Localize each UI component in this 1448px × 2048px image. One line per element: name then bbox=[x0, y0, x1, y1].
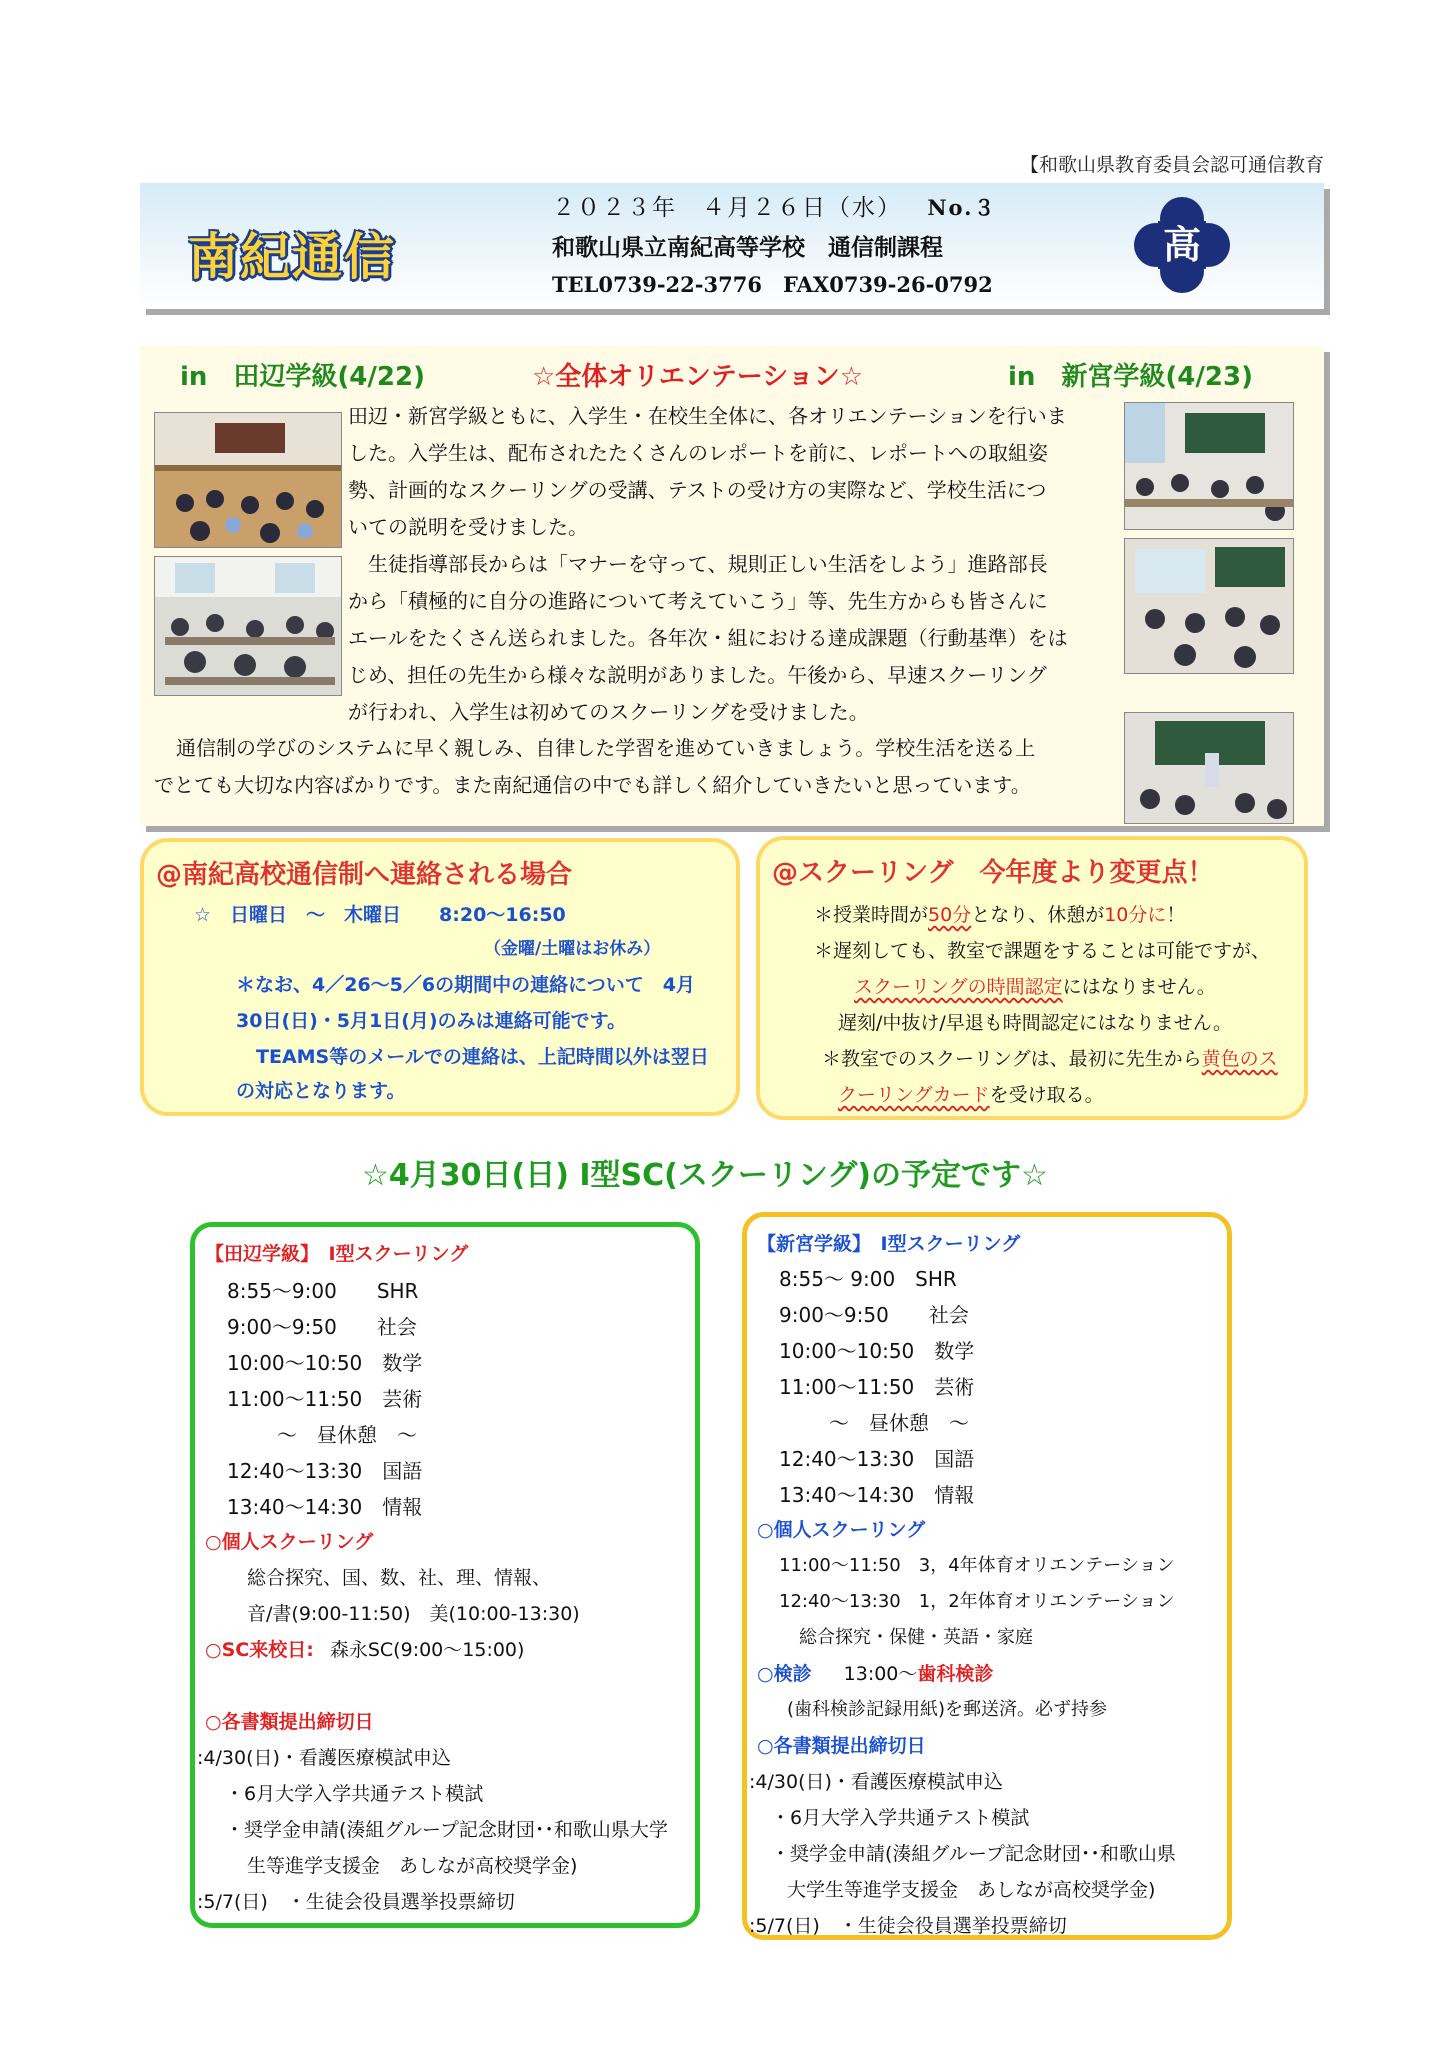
contact-note-2: 30日(日)・5月1日(月)のみは連絡可能です。 bbox=[236, 1010, 627, 1032]
tanabe-heading: in 田辺学級(4/22) bbox=[180, 362, 425, 392]
schedule-row: 11:00～11:50 芸術 bbox=[227, 1387, 423, 1411]
shingu-schedule-box bbox=[742, 1212, 1232, 1940]
change-line-2: ＊遅刻しても、教室で課題をすることは可能ですが、 bbox=[814, 940, 1271, 962]
exam-value: 歯科検診 bbox=[917, 1663, 994, 1685]
deadline-row: :5/7(日) ・生徒会役員選挙投票締切 bbox=[197, 1891, 515, 1913]
text-span: にはなりません。 bbox=[1062, 976, 1216, 998]
orientation-line: エールをたくさん送られました。各年次・組における達成課題（行動基準）をは bbox=[348, 626, 1068, 650]
schedule-row: 10:00～10:50 数学 bbox=[779, 1339, 975, 1363]
tanabe-deadline-title: ○各書類提出締切日 bbox=[205, 1711, 374, 1733]
highlight-card: クーリングカード bbox=[838, 1084, 990, 1106]
contact-hours: ☆ 日曜日 ～ 木曜日 8:20～16:50 bbox=[194, 904, 566, 926]
schedule-row: 9:00～9:50 社会 bbox=[227, 1315, 417, 1339]
deadline-row: :5/7(日) ・生徒会役員選挙投票締切 bbox=[749, 1915, 1067, 1937]
schedule-row: 10:00～10:50 数学 bbox=[227, 1351, 423, 1375]
photo-tanabe-classroom bbox=[154, 556, 342, 696]
deadline-row: 大学生等進学支援金 あしなが高校奨学金) bbox=[787, 1879, 1156, 1901]
photo-shingu-classroom-2 bbox=[1124, 538, 1294, 674]
schooling-change-box bbox=[756, 836, 1308, 1120]
schedule-row: 9:00～9:50 社会 bbox=[779, 1303, 969, 1327]
highlight-10min: 10分に bbox=[1104, 904, 1167, 926]
shingu-exam-note: (歯科検診記録用紙)を郵送済。必ず持参 bbox=[787, 1699, 1108, 1720]
contact-title: @南紀高校通信制へ連絡される場合 bbox=[156, 860, 573, 890]
orientation-section bbox=[140, 346, 1324, 826]
contact-note-4: の対応となります。 bbox=[236, 1080, 406, 1102]
exam-time: 13:00～ bbox=[843, 1663, 918, 1685]
contact-note-1: ＊なお、4／26～5／6の期間中の連絡について 4月 bbox=[236, 974, 695, 996]
orientation-heading: ☆全体オリエンテーション☆ bbox=[532, 362, 864, 392]
photo-shingu-classroom-1 bbox=[1124, 402, 1294, 530]
contact-box bbox=[140, 838, 740, 1116]
shingu-personal-row: 12:40～13:30 1，2年体育オリエンテーション bbox=[779, 1591, 1175, 1612]
change-line-5 bbox=[822, 1044, 1278, 1071]
school-name: 和歌山県立南紀高等学校 通信制課程 bbox=[552, 235, 943, 261]
shingu-schedule-title: 【新宮学級】 Ⅰ型スクーリング bbox=[757, 1233, 1021, 1255]
sc-label: ○SC来校日: bbox=[205, 1639, 314, 1661]
tanabe-sc-day bbox=[205, 1635, 524, 1662]
shingu-personal-title: ○個人スクーリング bbox=[757, 1519, 926, 1541]
emblem-character: 高 bbox=[1162, 223, 1202, 267]
text-span: となり、休憩が bbox=[971, 904, 1105, 926]
exam-label: ○検診 bbox=[757, 1663, 812, 1685]
tanabe-schedule-title: 【田辺学級】 Ⅰ型スクーリング bbox=[205, 1243, 469, 1265]
schedule-row: ～ 昼休憩 ～ bbox=[257, 1423, 417, 1447]
shingu-deadline-title: ○各書類提出締切日 bbox=[757, 1735, 926, 1757]
tanabe-schedule-box bbox=[190, 1222, 700, 1928]
sc-value: 森永SC(9:00～15:00) bbox=[329, 1639, 525, 1661]
schedule-row: 8:55～ 9:00 SHR bbox=[779, 1267, 957, 1291]
photo-tanabe-gym bbox=[154, 412, 342, 548]
schedule-title: ☆4月30日(日) Ⅰ型SC(スクーリング)の予定です☆ bbox=[362, 1158, 1048, 1193]
closing-line: 通信制の学びのシステムに早く親しみ、自律した学習を進めていきましょう。学校生活を送る上 bbox=[176, 736, 1036, 760]
orientation-line: いての説明を受けました。 bbox=[348, 515, 588, 539]
orientation-line: した。入学生は、配布されたたくさんのレポートを前に、レポートへの取組姿 bbox=[348, 441, 1048, 465]
contact-note-3: TEAMS等のメールでの連絡は、上記時間以外は翌日 bbox=[256, 1046, 709, 1068]
highlight-50min: 50分 bbox=[928, 904, 972, 926]
orientation-line: が行われ、入学生は初めてのスクーリングを受けました。 bbox=[348, 700, 869, 724]
text-span: ＊授業時間が bbox=[814, 904, 929, 926]
schedule-row: 12:40～13:30 国語 bbox=[227, 1459, 423, 1483]
schedule-row: 8:55～9:00 SHR bbox=[227, 1279, 419, 1303]
schedule-row: ～ 昼休憩 ～ bbox=[809, 1411, 969, 1435]
contact-closed-days: （金曜/土曜はお休み） bbox=[484, 939, 661, 959]
issue-date: ２０２３年 ４月２６日（水） bbox=[552, 195, 902, 221]
shingu-exam-row bbox=[757, 1659, 993, 1686]
schedule-row: 11:00～11:50 芸術 bbox=[779, 1375, 975, 1399]
deadline-row: ・6月大学入学共通テスト模試 bbox=[225, 1783, 484, 1805]
deadline-row: 生等進学支援金 あしなが高校奨学金) bbox=[247, 1855, 578, 1877]
schedule-row: 13:40～14:30 情報 bbox=[779, 1483, 975, 1507]
top-note: 【和歌山県教育委員会認可通信教育 bbox=[1019, 154, 1324, 176]
tanabe-personal-times: 音/書(9:00-11:50) 美(10:00-13:30) bbox=[247, 1603, 580, 1625]
orientation-line: じめ、担任の先生から様々な説明がありました。午後から、早速スクーリング bbox=[348, 663, 1047, 687]
newsletter-logo: 南紀通信 bbox=[188, 228, 396, 286]
closing-line: でとても大切な内容ばかりです。また南紀通信の中でも詳しく紹介していきたいと思っています。 bbox=[154, 773, 1031, 797]
text-span: ！ bbox=[1166, 904, 1186, 926]
change-line-6 bbox=[838, 1080, 1104, 1107]
change-line-3 bbox=[854, 972, 1216, 999]
highlight-time-credit: スクーリングの時間認定 bbox=[854, 976, 1063, 998]
deadline-row: ・奨学金申請(湊組グループ記念財団･･和歌山県 bbox=[771, 1843, 1176, 1865]
schedule-row: 13:40～14:30 情報 bbox=[227, 1495, 423, 1519]
issue-number: No.３ bbox=[927, 195, 997, 220]
orientation-line: から「積極的に自分の進路について考えていこう」等、先生方からも皆さんに bbox=[348, 589, 1048, 613]
deadline-row: ・奨学金申請(湊組グループ記念財団･･和歌山県大学 bbox=[225, 1819, 668, 1841]
text-span: を受け取る。 bbox=[989, 1084, 1104, 1106]
orientation-line: 田辺・新宮学級ともに、入学生・在校生全体に、各オリエンテーションを行いま bbox=[348, 404, 1067, 428]
shingu-personal-row: 11:00～11:50 3，4年体育オリエンテーション bbox=[779, 1555, 1175, 1576]
photo-shingu-classroom-3 bbox=[1124, 712, 1294, 824]
school-emblem-icon bbox=[1132, 197, 1232, 293]
orientation-line: 勢、計画的なスクーリングの受講、テストの受け方の実際など、学校生活につ bbox=[348, 478, 1047, 502]
newsletter-header bbox=[140, 183, 1324, 309]
schooling-change-title: @スクーリング 今年度より変更点！ bbox=[772, 858, 1214, 888]
tel-fax: TEL0739-22-3776 FAX0739-26-0792 bbox=[552, 272, 993, 297]
orientation-line: 生徒指導部長からは「マナーを守って、規則正しい生活をしよう」進路部長 bbox=[348, 552, 1048, 576]
orientation-text bbox=[348, 398, 1120, 731]
deadline-row: :4/30(日)・看護医療模試申込 bbox=[749, 1771, 1003, 1793]
shingu-personal-subjects: 総合探究・保健・英語・家庭 bbox=[799, 1627, 1033, 1648]
tanabe-personal-subjects: 総合探究、国、数、社、理、情報、 bbox=[247, 1567, 552, 1589]
text-span: ＊教室でのスクーリングは、最初に先生から bbox=[822, 1048, 1202, 1070]
issue-date-line bbox=[552, 189, 996, 222]
deadline-row: ・6月大学入学共通テスト模試 bbox=[771, 1807, 1030, 1829]
schedule-row: 12:40～13:30 国語 bbox=[779, 1447, 975, 1471]
deadline-row: :4/30(日)・看護医療模試申込 bbox=[197, 1747, 451, 1769]
shingu-heading: in 新宮学級(4/23) bbox=[1008, 362, 1253, 392]
tanabe-personal-title: ○個人スクーリング bbox=[205, 1531, 374, 1553]
orientation-closing bbox=[154, 730, 1120, 804]
change-line-4: 遅刻/中抜け/早退も時間認定にはなりません。 bbox=[838, 1012, 1232, 1034]
change-line-1 bbox=[814, 900, 1185, 927]
highlight-yellow-card: 黄色のス bbox=[1201, 1048, 1278, 1070]
